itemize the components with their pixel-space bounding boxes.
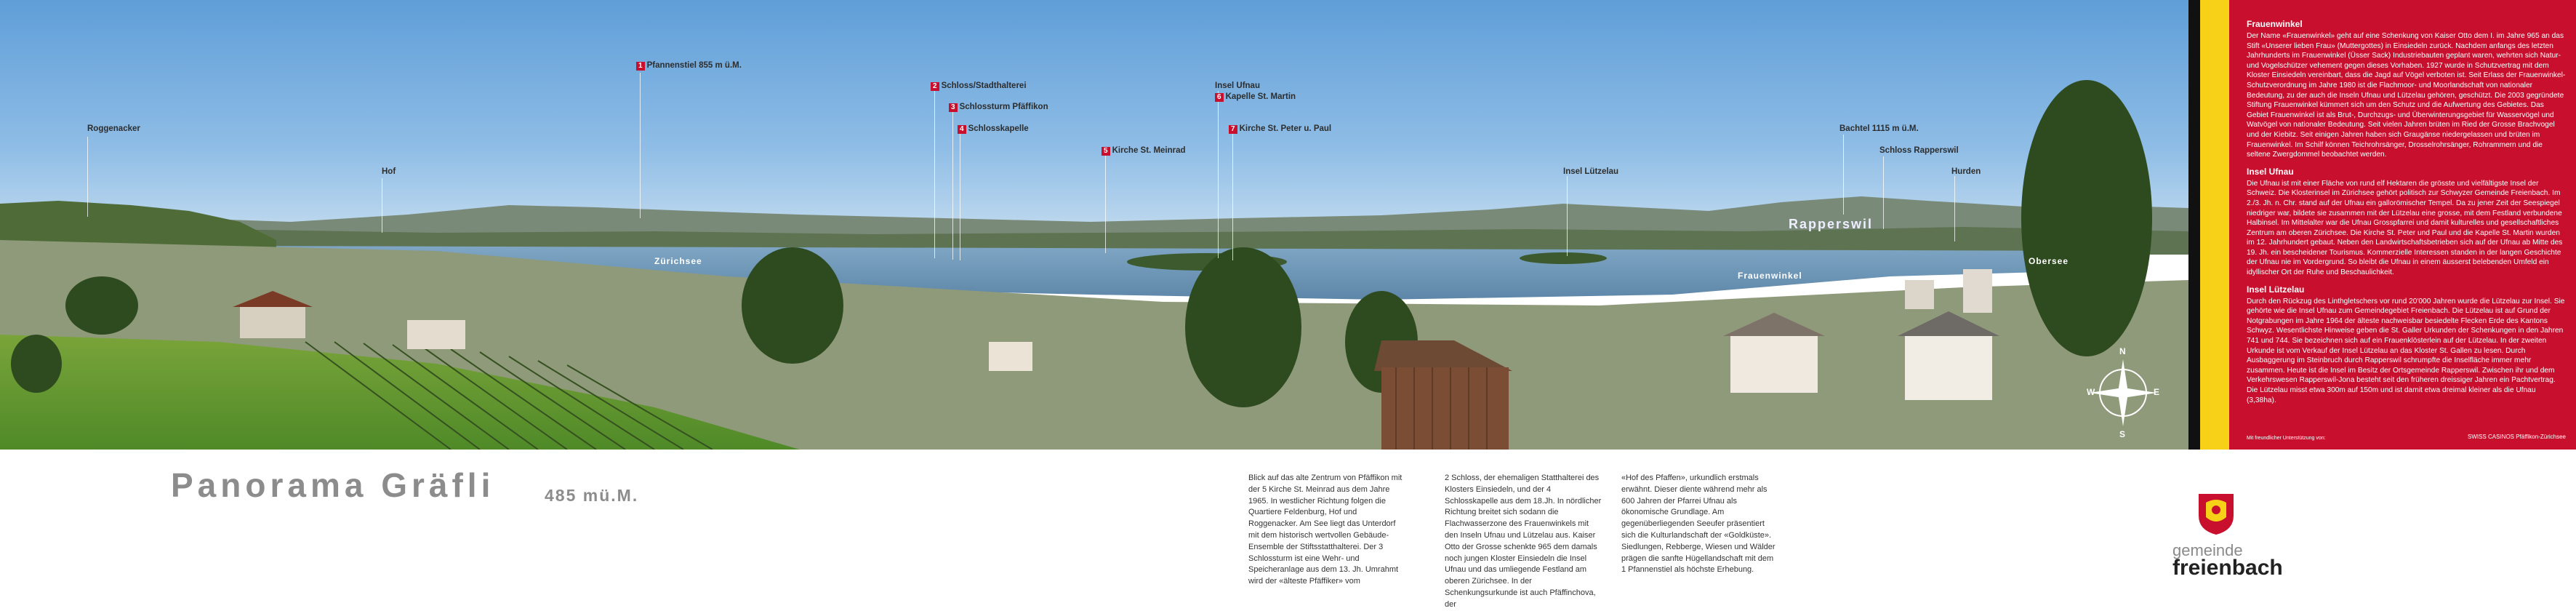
compass-n: N: [2119, 346, 2127, 356]
label-pfannenstiel: 1 Pfannenstiel 855 m ü.M.: [636, 61, 742, 71]
label-number: 4: [958, 125, 966, 134]
leader-line: [1567, 176, 1568, 256]
section-body: Der Name «Frauenwinkel» geht auf eine Schenkung von Kaiser Otto dem I. im Jahre 965 an das Stift «Unserer lieben Frau» (Muttergottes) in Einsiedeln zurück. Nachdem anfangs des letzten Jahrhunderts im Frauenwinkel (Üsser Sack) Industriebauten geplant waren, wehrten sich Natur- und Vogelschützer vehement gegen dieses Vorhaben. 1927 wurde in Schutzvertrag mit dem Kloster Einsiedeln vereinbart, dass die Jagd auf Vögel verboten ist. Seit Erlass der Frauenwinkel-Schutzverordnung im Jahre 1980 ist die Flachmoor- und Moorlandschaft von nationaler Bedeutung, zu der auch die Inseln Ufnau und Lützelau gehören, geschützt. Die 2003 gegründete Stiftung Frauenwinkel kümmert sich um den Schutz und die Aufwertung des Gebietes. Das Gebiet Frauenwinkel ist als Brut-, Durchzugs- und Überwinterungsgebiet für Wasservögel und Watvögel von nationaler Bedeutung. Seit vielen Jahren brüten im Ried der Grosse Brachvogel und der Kiebitz. Seit einigen Jahren haben sich Graugänse niedergelassen und brüten im Frauenwinkel. Im Schilf können Teichrohrsänger, Drosselrohrsänger, Rohrammern und die seltene Zwergdommel beobachtet werden.: [2247, 32, 2566, 159]
label-zuerichsee: Zürichsee: [654, 256, 702, 266]
label-kirche-st-meinrad: 5 Kirche St. Meinrad: [1102, 146, 1186, 156]
leader-line: [1843, 135, 1844, 215]
section-body: Durch den Rückzug des Linthgletschers vor rund 20'000 Jahren wurde die Lützelau zur Insel. Sie gehörte wie die Insel Ufnau zum Gemeindegebiet Freienbach. Die Lützelau ist auf Grund der Notgrabungen im Jahre 1964 der älteste nachweisbar besiedelte Flecken Erde des Kantons Schwyz. Wesentlichste Hinweise geben die St. Galler Urkunden der Schenkungen in den Jahren 741 und 744. Sie bezeichnen sich auf ein Frauenklösterlein auf der Lützelau. In der zweiten Urkunde ist vom Verkauf der Insel Lützelau an das Kloster St. Gallen zu lesen. Durch Ausbaggerung im Steinbruch durch Rapperswil schrumpfte die Inselfläche immer mehr zusammen. Heute ist die Insel im Besitz der Ortsgemeinde Rapperswil. Zwischen ihr und dem Verkehrswesen Rapperswil-Jona besteht seit den früheren dreissiger Jahren ein Pachtvertrag. Die Lützelau misst etwa 300m auf 150m und ist damit etwa dreimal kleiner als die Ufnau (3,38ha).: [2247, 297, 2565, 404]
label-obersee: Obersee: [2029, 256, 2069, 266]
sponsor-note: Mit freundlicher Unterstützung von:: [2247, 436, 2326, 441]
leader-line: [1105, 155, 1106, 253]
text-column-3: «Hof des Pfaffen», urkundlich erstmals erwähnt. Dieser diente während mehr als 600 Jahren der Pfarrei Ufnau als ökonomische Grundlage. Am gegenüberliegenden Seeufer präsentiert sich die Kulturlandschaft der «Goldküste». Siedlungen, Rebberge, Wiesen und Wälder prägen die sanfte Hügellandschaft mit dem 1 Pfannenstiel als höchste Erhebung.: [1621, 474, 1775, 575]
yellow-stripe: [2200, 0, 2229, 450]
label-insel-ufnau: Insel Ufnau: [1215, 81, 1260, 90]
leader-line: [640, 73, 641, 218]
compass-e: E: [2154, 387, 2161, 397]
compass-s: S: [2119, 429, 2127, 439]
leader-line: [952, 111, 953, 260]
leader-line: [1218, 91, 1219, 258]
label-number: 7: [1229, 125, 1237, 134]
label-frauenwinkel: Frauenwinkel: [1738, 271, 1802, 281]
label-schloss-statthalterei: 2 Schloss/Stadthalterei: [931, 81, 1027, 91]
label-hof: Hof: [382, 167, 396, 176]
compass-w: W: [2087, 387, 2096, 397]
label-number: 3: [949, 103, 958, 112]
text-column-1: Blick auf das alte Zentrum von Pfäffikon mit der 5 Kirche St. Meinrad aus dem Jahre 1965. In westlicher Richtung folgen die Quartiere Feldenburg, Hof und Roggenacker. Am See liegt das Unterdorf mit dem historisch wertvollen Gebäude-Ensemble der Stiftsstatthalterei. Der 3 Schlossturm ist eine Wehr- und Speicheranlage aus dem 13. Jh. Umrahmt wird der «älteste Pfäffiker» vom: [1248, 474, 1403, 586]
label-kapelle-st-martin: 6 Kapelle St. Martin: [1215, 92, 1296, 102]
label-roggenacker: Roggenacker: [87, 124, 140, 133]
black-stripe: [2188, 0, 2200, 450]
label-kirche-st-peter-paul: 7 Kirche St. Peter u. Paul: [1229, 124, 1331, 134]
leader-line: [1232, 129, 1233, 260]
label-insel-luetzelau: Insel Lützelau: [1563, 167, 1619, 176]
logo-line-1: gemeinde: [2172, 541, 2243, 559]
leader-line: [934, 91, 935, 258]
page-title: Panorama Gräfli: [171, 466, 495, 504]
leader-line: [87, 137, 88, 217]
section-heading: Insel Ufnau: [2247, 166, 2294, 177]
leader-line: [1883, 156, 1884, 229]
label-schlossturm: 3 Schlossturm Pfäffikon: [949, 103, 1048, 112]
leader-line: [1954, 176, 1955, 241]
text-column-2: 2 Schloss, der ehemaligen Statthalterei des Klosters Einsiedeln, und der 4 Schlosskapelle aus dem 18.Jh. In nördlicher Richtung breitet sich sodann die Flachwasserzone des Frauenwinkels mit den Inseln Ufnau und Lützelau aus. Kaiser Otto der Grosse schenkte 965 dem damals noch jungen Kloster Einsiedeln die Insel Ufnau und das umliegende Festland am oberen Zürichsee. In der Schenkungsurkunde ist auch Pfäffinchova, der: [1445, 474, 1602, 609]
label-schlosskapelle: 4 Schlosskapelle: [958, 124, 1029, 134]
info-sidebar: [2229, 0, 2576, 450]
label-number: 5: [1102, 147, 1110, 156]
label-number: 1: [636, 62, 645, 71]
island-luetzelau: [1520, 252, 1607, 264]
label-hurden: Hurden: [1951, 167, 1981, 176]
section-heading: Frauenwinkel: [2247, 19, 2303, 29]
section-body: Die Ufnau ist mit einer Fläche von rund elf Hektaren die grösste und vielfältigste Insel der Schweiz. Die Klosterinsel im Zürichsee gehört politisch zur Schwyzer Gemeinde Freienbach. Im 2./3. Jh. n. Chr. stand auf der Ufnau ein gallorömischer Tempel. Da zu jener Zeit der Seespiegel niedriger war, bildete sie zusammen mit der Lützelau eine grosse, mit dem Festland verbundene Halbinsel. Im Mittelalter war die Ufnau Grosspfarrei und damit kulturelles und gesellschaftliches Zentrum am oberen Zürichsee. Die Kirche St. Peter und Paul und die Kapelle St. Martin wurden im 12. Jahrhundert gebaut. Neben den Landwirtschaftsbetrieben sich auf der Ufnau ab Mitte des 19. Jh. ein bescheidener Tourismus. Kommerzielle Interessen standen in der langen Geschichte der Ufnau nie im Vordergrund. So bleibt die Ufnau in einem äusserst belebenden Umfeld ein idyllischer Ort der Ruhe und Beschaulichkeit.: [2247, 179, 2563, 277]
label-number: 2: [931, 82, 939, 91]
logo-line-2: freienbach: [2172, 556, 2283, 580]
label-number: 6: [1215, 93, 1224, 102]
freienbach-crest-icon: [2197, 492, 2235, 536]
section-heading: Insel Lützelau: [2247, 284, 2305, 295]
label-schloss-rapperswil: Schloss Rapperswil: [1879, 146, 1959, 155]
sponsor-logo: SWISS CASINOS Pfäffikon-Zürichsee: [2467, 434, 2566, 440]
page-subtitle: 485 mü.M.: [545, 486, 639, 505]
barn: [1381, 367, 1509, 450]
label-bachtel: Bachtel 1115 m ü.M.: [1839, 124, 1919, 133]
label-rapperswil: Rapperswil: [1789, 217, 1874, 231]
